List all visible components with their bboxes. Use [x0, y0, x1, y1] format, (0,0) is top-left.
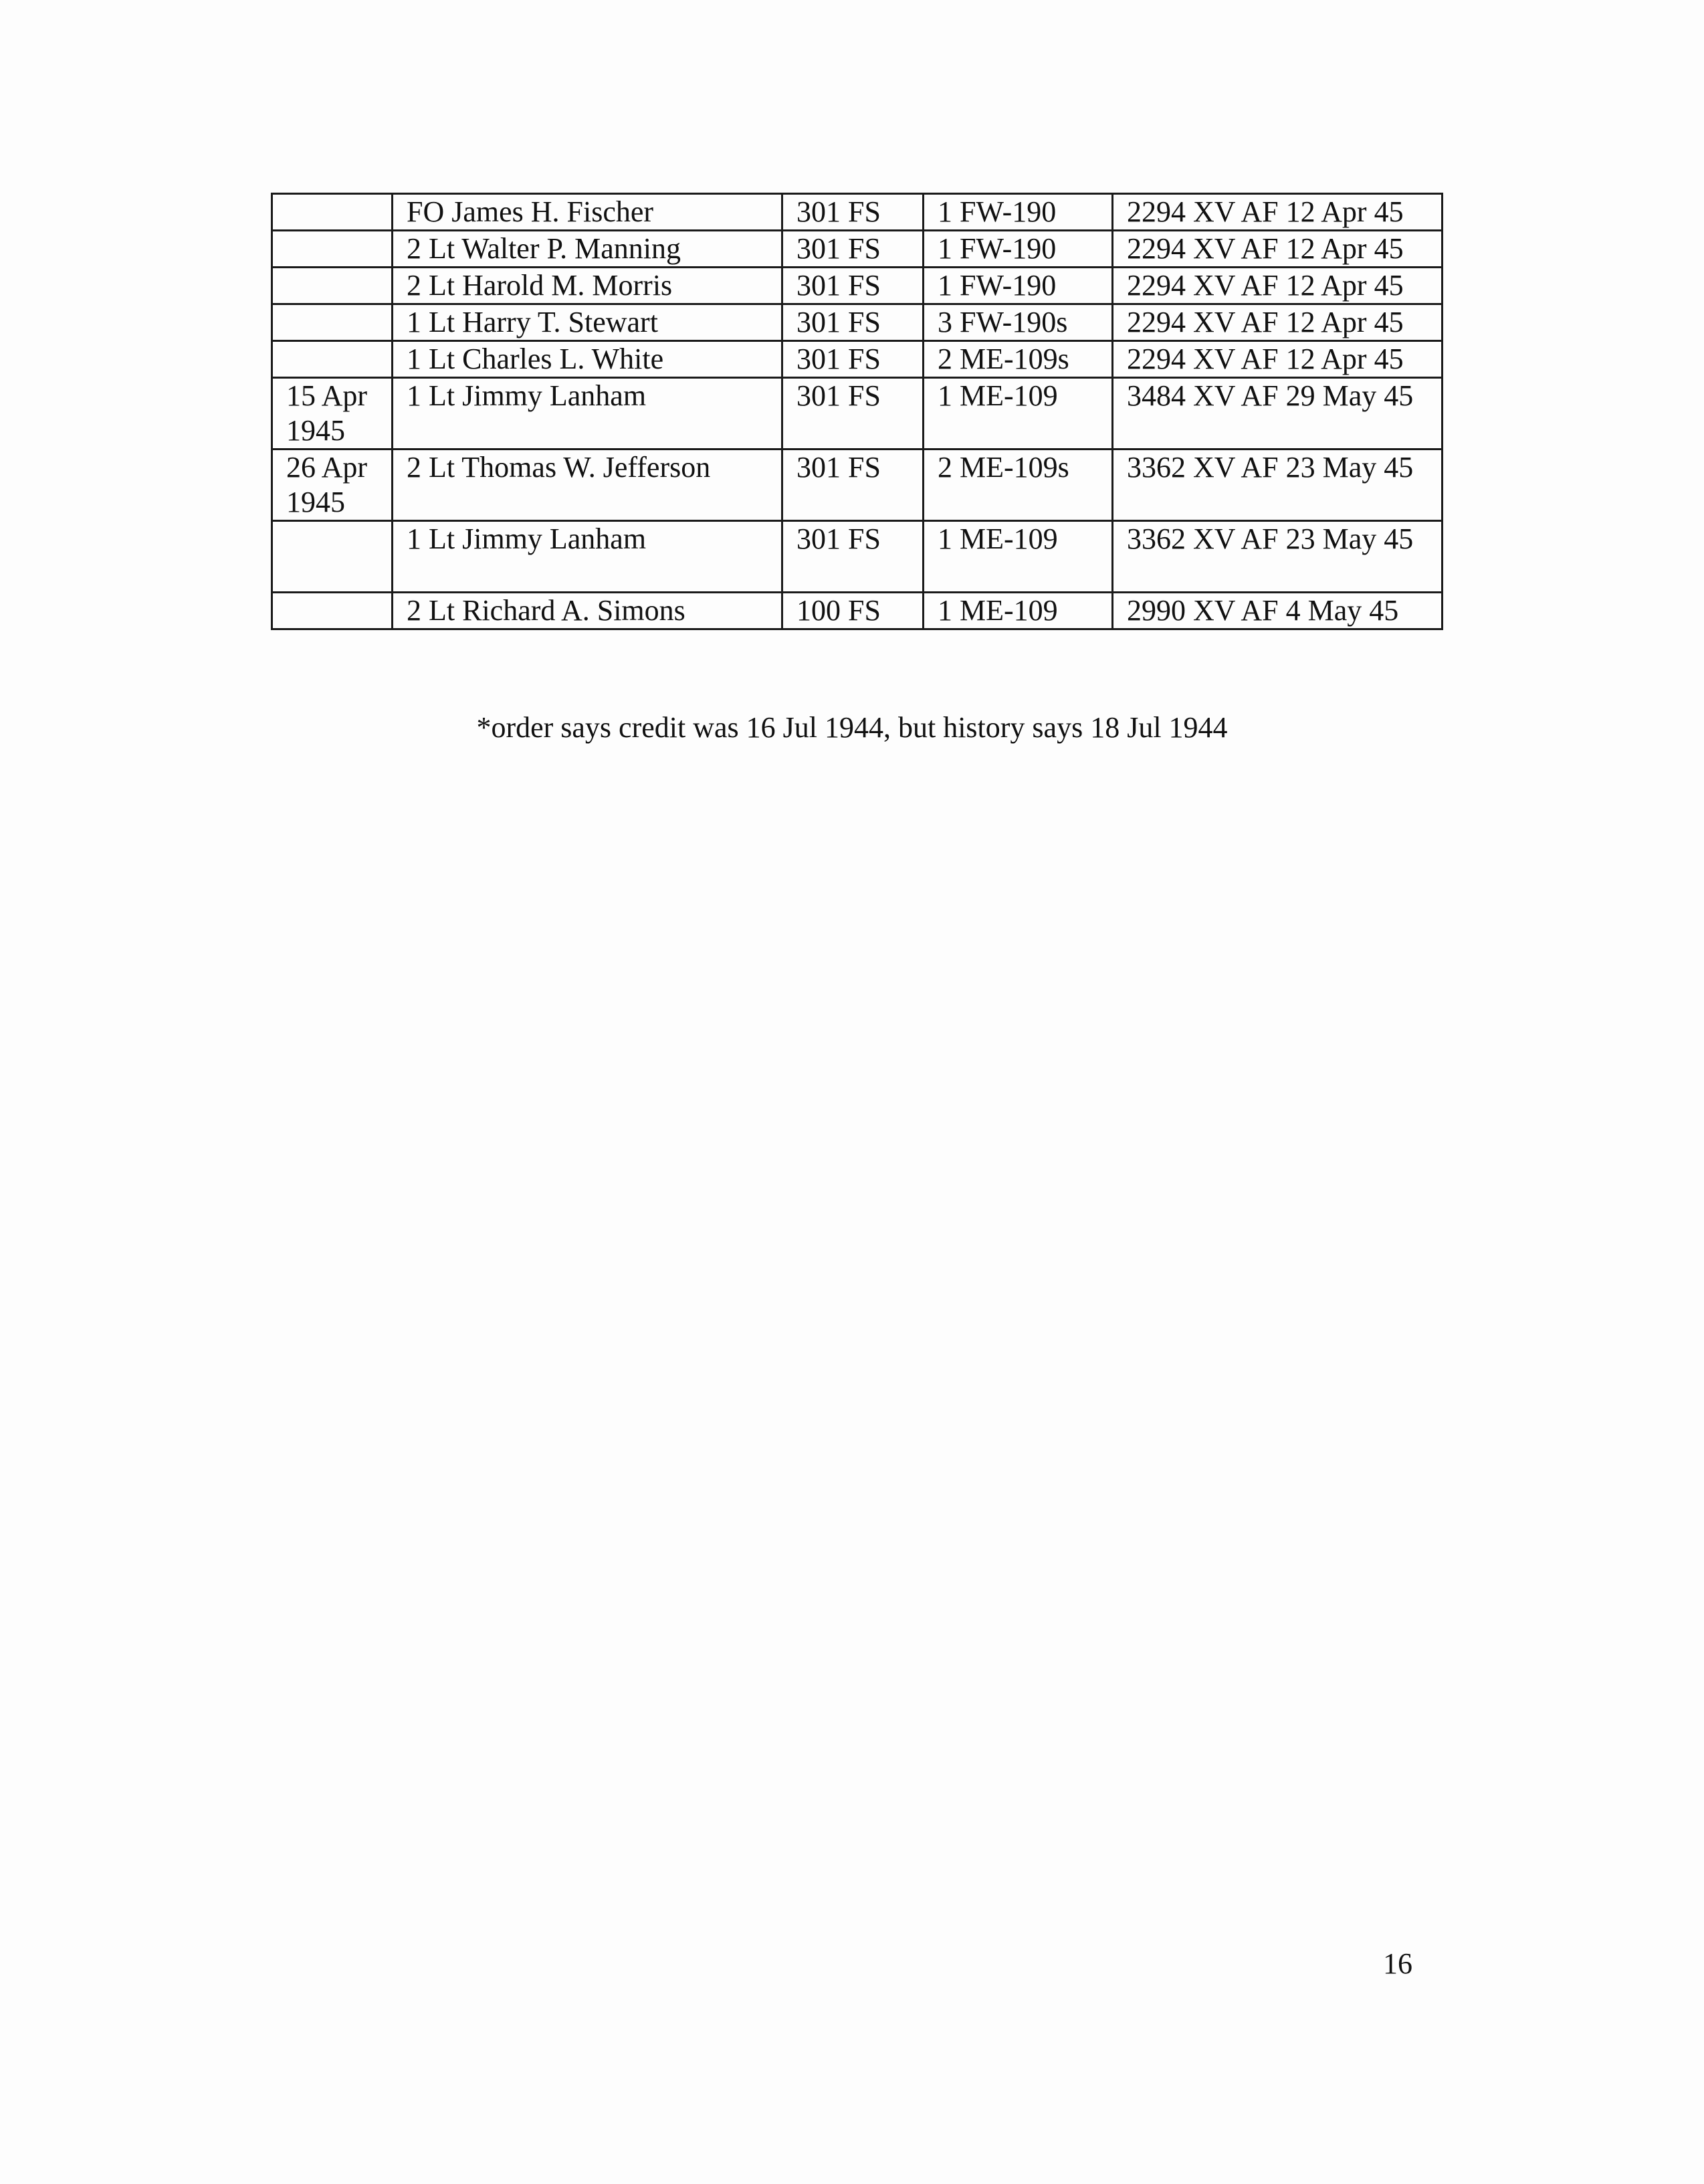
- date-cell: 15 Apr 1945: [272, 378, 393, 450]
- order-cell: 2294 XV AF 12 Apr 45: [1113, 341, 1443, 378]
- order-cell: 3484 XV AF 29 May 45: [1113, 378, 1443, 450]
- claim-cell: 1 ME-109: [924, 593, 1113, 629]
- squadron-cell: 301 FS: [782, 194, 924, 231]
- table-row: [272, 304, 1443, 341]
- table-row: [272, 450, 1443, 521]
- claim-cell: 1 FW-190: [924, 231, 1113, 268]
- order-cell: 2294 XV AF 12 Apr 45: [1113, 268, 1443, 304]
- claim-cell: 3 FW-190s: [924, 304, 1113, 341]
- squadron-cell: 301 FS: [782, 521, 924, 593]
- claim-cell: 2 ME-109s: [924, 450, 1113, 521]
- date-cell: [272, 231, 393, 268]
- claim-cell: 1 FW-190: [924, 268, 1113, 304]
- squadron-cell: 301 FS: [782, 378, 924, 450]
- footnote: *order says credit was 16 Jul 1944, but history says 18 Jul 1944: [476, 711, 1228, 744]
- pilot-name-cell: 2 Lt Richard A. Simons: [393, 593, 782, 629]
- page-number: 16: [1383, 1947, 1412, 1980]
- pilot-name-cell: 1 Lt Harry T. Stewart: [393, 304, 782, 341]
- date-cell: 26 Apr 1945: [272, 450, 393, 521]
- table-row: [272, 593, 1443, 629]
- pilot-name-cell: 2 Lt Walter P. Manning: [393, 231, 782, 268]
- pilot-name-cell: 1 Lt Jimmy Lanham: [393, 378, 782, 450]
- date-cell: [272, 194, 393, 231]
- order-cell: 3362 XV AF 23 May 45: [1113, 521, 1443, 593]
- table-row: [272, 378, 1443, 450]
- date-cell: [272, 304, 393, 341]
- pilot-name-cell: 1 Lt Charles L. White: [393, 341, 782, 378]
- victory-credits-table: [271, 193, 1443, 630]
- order-cell: 2990 XV AF 4 May 45: [1113, 593, 1443, 629]
- table-row: [272, 341, 1443, 378]
- squadron-cell: 100 FS: [782, 593, 924, 629]
- order-cell: 2294 XV AF 12 Apr 45: [1113, 231, 1443, 268]
- pilot-name-cell: 2 Lt Harold M. Morris: [393, 268, 782, 304]
- squadron-cell: 301 FS: [782, 341, 924, 378]
- order-cell: 3362 XV AF 23 May 45: [1113, 450, 1443, 521]
- pilot-name-cell: 1 Lt Jimmy Lanham: [393, 521, 782, 593]
- order-cell: 2294 XV AF 12 Apr 45: [1113, 304, 1443, 341]
- table-row: [272, 521, 1443, 593]
- claim-cell: 1 ME-109: [924, 378, 1113, 450]
- pilot-name-cell: FO James H. Fischer: [393, 194, 782, 231]
- date-cell: [272, 593, 393, 629]
- date-cell: [272, 268, 393, 304]
- pilot-name-cell: 2 Lt Thomas W. Jefferson: [393, 450, 782, 521]
- date-cell: [272, 521, 393, 593]
- squadron-cell: 301 FS: [782, 231, 924, 268]
- squadron-cell: 301 FS: [782, 268, 924, 304]
- squadron-cell: 301 FS: [782, 304, 924, 341]
- table-row: [272, 231, 1443, 268]
- squadron-cell: 301 FS: [782, 450, 924, 521]
- date-cell: [272, 341, 393, 378]
- claim-cell: 2 ME-109s: [924, 341, 1113, 378]
- claim-cell: 1 FW-190: [924, 194, 1113, 231]
- claim-cell: 1 ME-109: [924, 521, 1113, 593]
- table-row: [272, 194, 1443, 231]
- order-cell: 2294 XV AF 12 Apr 45: [1113, 194, 1443, 231]
- table-row: [272, 268, 1443, 304]
